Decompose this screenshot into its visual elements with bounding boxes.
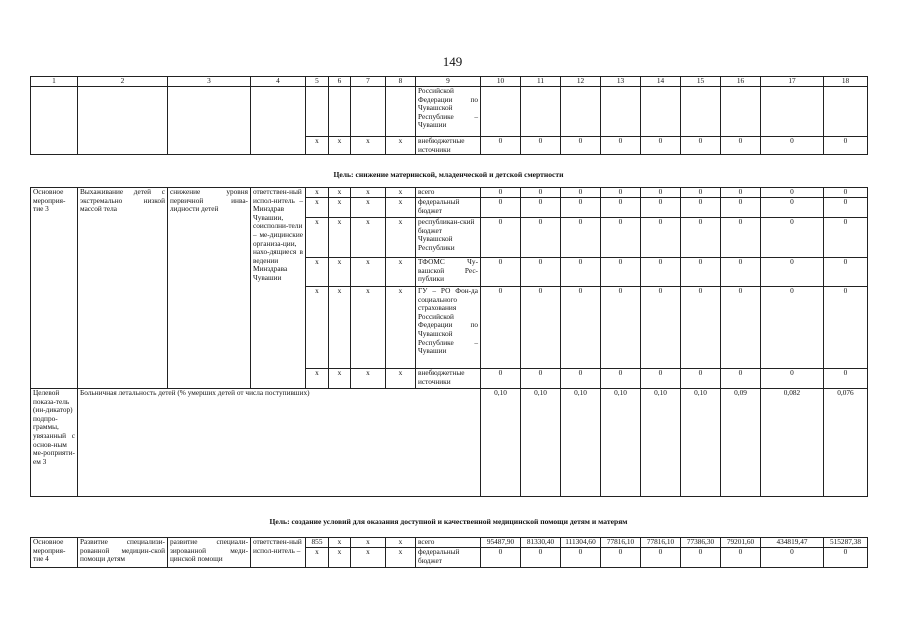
activity-result: снижение уровня первичной инва-лидности детей: [168, 188, 251, 389]
col-header: 12: [561, 77, 601, 87]
activity-name: Основное мероприя-тие 4: [31, 538, 78, 568]
activity-responsible: ответствен-ный испол-нитель – Минздрав Чувашии, соисполни-тели – ме-дицинские организа-ции, нахо-дящиеся в ведении Минздрава Чувашии: [251, 188, 306, 389]
col-header: 6: [329, 77, 351, 87]
col-header: 9: [416, 77, 481, 87]
table-row: х х х х внебюджетные источники 0 0 0 0 0 0 0 0 0: [31, 137, 868, 155]
goal-heading: Цель: создание условий для оказания доступной и качественной медицинской помощи детям и матерям: [269, 517, 628, 526]
program-table-activity-3: [30, 187, 868, 497]
funding-source: федеральный бюджет: [416, 548, 481, 568]
col-header: 5: [306, 77, 329, 87]
table-row: х х х х ГУ – РО Фон-да социального страхования Российской Федерации по Чувашской Республике – Чувашии 0 0 0 0 0 0 0 0 0: [31, 287, 868, 369]
activity-result: развитие специали-зированной меди-цинской помощи: [168, 538, 251, 568]
table-row: х х х х федеральный бюджет 0 0 0 0 0 0 0 0 0: [31, 548, 868, 568]
col-header: 15: [681, 77, 721, 87]
col-header: 8: [386, 77, 416, 87]
activity-name: Основное мероприя-тие 3: [31, 188, 78, 389]
indicator-label: Целевой показа-тель (ин-дикатор) подпро-граммы, увязанный с основ-ным ме-роприяти-ем 3: [31, 389, 78, 497]
col-header: 4: [251, 77, 306, 87]
activity-responsible: ответствен-ный испол-нитель –: [251, 538, 306, 568]
col-header: 17: [761, 77, 824, 87]
table-row: Основное мероприя-тие 3 Выхаживание детей с экстремально низкой массой тела снижение уровня первичной инва-лидности детей ответствен-ный испол-нитель – Минздрав Чувашии, соисполни-тели – ме-дицинские организа-ции, нахо-дящиеся в ведении Минздрава Чувашии х х х х всего 0 0 0 0 0 0 0 0 0: [31, 188, 868, 198]
indicator-text: Больничная летальность детей (% умерших детей от числа поступивших): [78, 389, 481, 497]
funding-source: ТФОМС Чу-вашской Рес-публики: [416, 258, 481, 287]
activity-description: Выхаживание детей с экстремально низкой массой тела: [78, 188, 168, 389]
col-header: 18: [824, 77, 868, 87]
funding-source: федеральный бюджет: [416, 198, 481, 218]
funding-source: республикан-ский бюджет Чувашской Республики: [416, 218, 481, 258]
table-row: Основное мероприя-тие 4 Развитие специализи-рованной медицин-ской помощи детям развитие специали-зированной меди-цинской помощи ответствен-ный испол-нитель – 855 х х х всего 95487,90 81330,40 111304,60 77816,10 77816,10 77386,30 79201,60 434819,47 515287,38: [31, 538, 868, 548]
activity-description: Развитие специализи-рованной медицин-ской помощи детям: [78, 538, 168, 568]
funding-source: ГУ – РО Фон-да социального страхования Российской Федерации по Чувашской Республике – Чувашии: [416, 287, 481, 369]
col-header: 10: [481, 77, 521, 87]
indicator-row: Целевой показа-тель (ин-дикатор) подпро-граммы, увязанный с основ-ным ме-роприяти-ем 3 Больничная летальность детей (% умерших детей от числа поступивших) 0,10 0,10 0,10 0,10 0,10 0,10 0,09 0,082 0,076: [31, 389, 868, 497]
funding-source: всего: [416, 538, 481, 548]
col-header: 16: [721, 77, 761, 87]
table-row: х х х х республикан-ский бюджет Чувашской Республики 0 0 0 0 0 0 0 0 0: [31, 218, 868, 258]
col-header: 11: [521, 77, 561, 87]
program-table-activity-4: [30, 537, 868, 568]
table-row: х х х х ТФОМС Чу-вашской Рес-публики 0 0 0 0 0 0 0 0 0: [31, 258, 868, 287]
program-table-top: [30, 76, 868, 155]
funding-source: внебюджетные источники: [416, 369, 481, 389]
col-header: 7: [351, 77, 386, 87]
funding-source: внебюджетные источники: [416, 137, 481, 155]
col-header: 3: [168, 77, 251, 87]
table-row: [31, 87, 868, 137]
column-number-row: [31, 77, 868, 87]
funding-source: Российской Федерации по Чувашской Республике – Чувашии: [416, 87, 481, 137]
col-header: 1: [31, 77, 78, 87]
col-header: 2: [78, 77, 168, 87]
table-row: х х х х внебюджетные источники 0 0 0 0 0 0 0 0 0: [31, 369, 868, 389]
page-number: 149: [442, 54, 463, 69]
col-header: 13: [601, 77, 641, 87]
table-row: х х х х федеральный бюджет 0 0 0 0 0 0 0 0 0: [31, 198, 868, 218]
goal-heading: Цель: снижение материнской, младенческой и детской смертности: [333, 170, 564, 179]
col-header: 14: [641, 77, 681, 87]
funding-source: всего: [416, 188, 481, 198]
